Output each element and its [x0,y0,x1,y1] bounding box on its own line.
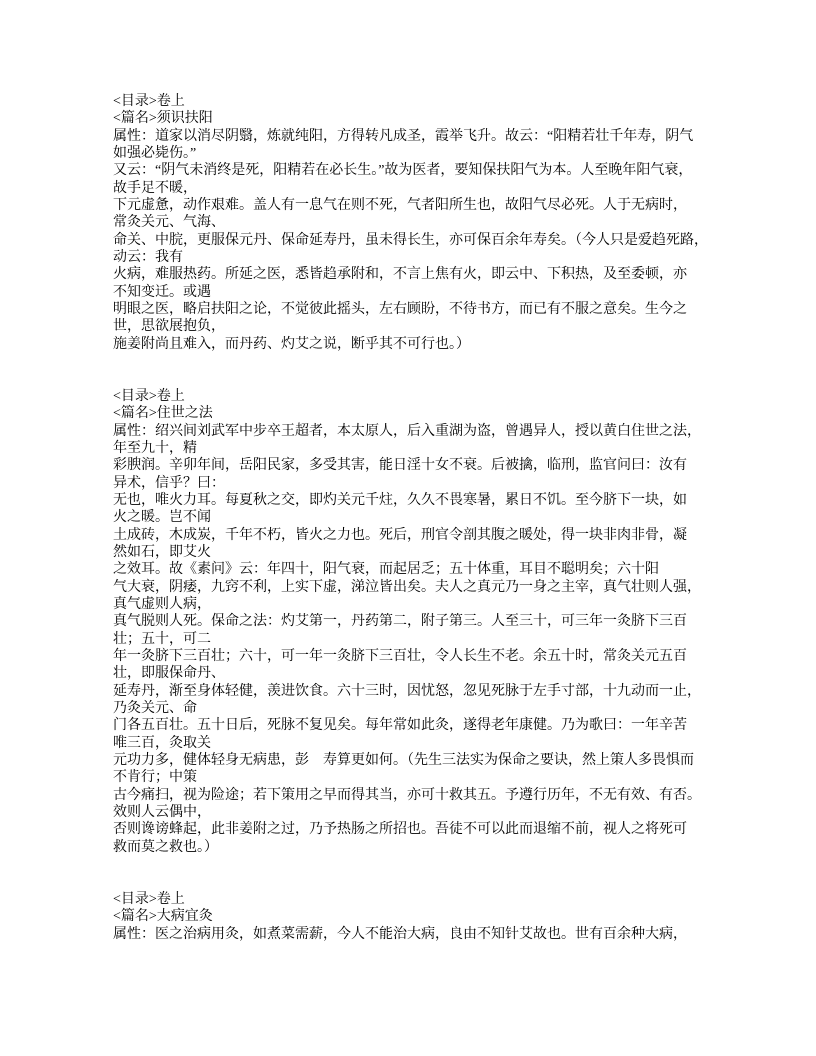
body-line: 属性：绍兴间刘武军中步卒王超者，本太原人，后入重湖为盗，曾遇异人，授以黄白住世之法， [113,423,701,439]
body-line: 元功力多，健体轻身无病患，彭 寿算更如何。（先生三法实为保命之要诀，然上策人多畏惧而 [113,753,694,769]
body-line: 真气脱则人死。保命之法：灼艾第一，丹药第二，附子第三。人至三十，可三年一灸脐下三百 [113,614,687,630]
body-line: 属性：道家以消尽阴翳，炼就纯阳，方得转凡成圣，霞举飞升。故云：“阳精若壮千年寿，阴气 [113,128,694,144]
body-line: 之效耳。故《素问》云：年四十，阳气衰，而起居乏；五十体重，耳目不聪明矣；六十阳 [113,562,659,578]
body-line: 真气虚则人病， [113,596,211,612]
body-line: 效则人云偶中， [113,805,211,821]
body-line: 异术，信乎？曰： [113,475,225,491]
body-line: 动云：我有 [113,250,183,266]
body-line: 年至九十，精 [113,440,197,456]
body-line: 气大衰，阴痿，九窍不利，上实下虚，涕泣皆出矣。夫人之真元乃一身之主宰，真气壮则人强， [113,579,701,595]
body-line: 下元虚惫，动作艰难。盖人有一息气在则不死，气者阳所生也，故阳气尽必死。人于无病时， [113,198,687,214]
body-line: 如强必毙伤。” [113,146,197,162]
blank-line [113,856,709,873]
body-line: 壮；五十，可二 [113,631,211,647]
body-line: 又云：“阴气未消终是死，阳精若在必长生。”故为医者，要知保扶阳气为本。人至晚年阳气衰， [113,163,693,179]
body-line: 门各五百壮。五十日后，死脉不复见矣。每年常如此灸，遂得老年康健。乃为歌曰：一年辛苦 [113,718,687,734]
body-line: 救而莫之救也。） [113,839,218,855]
catalog-line: <目录>卷上 [113,891,185,907]
body-line: 延寿丹，渐至身体轻健，羡进饮食。六十三时，因忧怒，忽见死脉于左手寸部，十九动而一止， [113,683,701,699]
body-line: 唯三百，灸取关 [113,735,211,751]
catalog-line: <目录>卷上 [113,388,185,404]
catalog-line: <目录>卷上 [113,94,185,109]
blank-line [113,353,709,370]
body-line: 乃灸关元、命 [113,701,197,717]
body-line: 无也，唯火力耳。每夏秋之交，即灼关元千炷，久久不畏寒暑，累日不饥。至今脐下一块，如 [113,492,687,508]
body-line: 土成砖，木成炭，千年不朽，皆火之力也。死后，刑官令剖其腹之暖处，得一块非肉非骨，凝 [113,527,687,543]
body-line: 彩腴润。辛卯年间，岳阳民家，多受其害，能日淫十女不衰。后被擒，临刑，监官问曰：汝有 [113,458,687,474]
blank-line [113,371,709,388]
body-line: 古今痛扫，视为险途；若下策用之早而得其当，亦可十救其五。予遵行历年，不无有效、有否。 [113,787,701,803]
body-line: 火病，难服热药。所延之医，悉皆趋承附和，不言上焦有火，即云中、下积热，及至委顿，亦 [113,267,687,283]
body-line: 然如石，即艾火 [113,544,211,560]
body-line: 命关、中脘，更服保元丹、保命延寿丹，虽未得长生，亦可保百余年寿矣。（今人只是爱趋死路， [113,232,708,248]
section-title-line: <篇名>须识扶阳 [113,111,213,127]
section-title-line: <篇名>大病宜灸 [113,909,213,925]
body-line: 不知变迁。或遇 [113,284,211,300]
body-line: 常灸关元、气海、 [113,215,225,231]
body-line: 明眼之医，略启扶阳之论，不觉彼此摇头，左右顾盼，不待书方，而已有不服之意矣。生今之 [113,302,687,318]
body-line: 壮，即服保命丹、 [113,666,225,682]
blank-line [113,873,709,890]
document-text [113,93,709,943]
body-line: 故手足不暖， [113,180,197,196]
body-line: 火之暖。岂不闻 [113,510,211,526]
body-line: 不肯行；中策 [113,770,197,786]
body-line: 年一灸脐下三百壮；六十，可一年一灸脐下三百壮，令人长生不老。余五十时，常灸关元五百 [113,649,687,664]
body-line: 否则谗谤蜂起，此非姜附之过，乃予热肠之所招也。吾徒不可以此而退缩不前，视人之将死可 [113,822,687,838]
body-line: 属性：医之治病用灸，如煮菜需薪，今人不能治大病，良由不知针艾故也。世有百余种大病， [113,926,687,942]
section-title-line: <篇名>住世之法 [113,406,213,422]
body-line: 世，思欲展抱负， [113,319,225,335]
body-line: 施姜附尚且难入，而丹药、灼艾之说，断乎其不可行也。） [113,336,470,352]
